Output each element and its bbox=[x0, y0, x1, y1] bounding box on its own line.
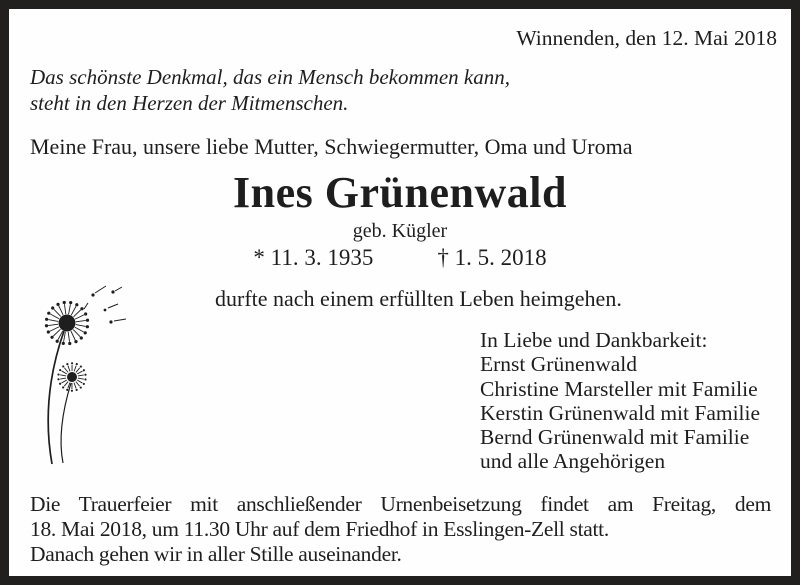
mourner-name: Christine Marsteller mit Familie bbox=[480, 376, 758, 401]
deceased-name: Ines Grünenwald bbox=[233, 168, 567, 217]
relation-line: Meine Frau, unsere liebe Mutter, Schwiegermutter, Oma und Uroma bbox=[30, 134, 633, 159]
funeral-line-2: 18. Mai 2018, um 11.30 Uhr auf dem Friedhof in Esslingen-Zell statt. bbox=[30, 517, 609, 541]
mourner-name: Bernd Grünenwald mit Familie bbox=[480, 425, 750, 450]
birth-date: * 11. 3. 1935 bbox=[253, 245, 374, 270]
maiden-name: geb. Kügler bbox=[352, 220, 448, 242]
mourners-block bbox=[480, 328, 760, 474]
epigraph-line-2: steht in den Herzen der Mitmenschen. bbox=[30, 91, 349, 115]
dandelion-core-large bbox=[59, 315, 76, 332]
epigraph-line-1: Das schönste Denkmal, das ein Mensch bekommen kann, bbox=[30, 65, 510, 89]
mourner-name: Ernst Grünenwald bbox=[480, 352, 638, 377]
farewell-line: durfte nach einem erfüllten Leben heimgehen. bbox=[215, 286, 622, 311]
mourner-name: Kerstin Grünenwald mit Familie bbox=[480, 400, 761, 425]
epigraph bbox=[30, 64, 510, 116]
dandelion-core-small bbox=[67, 372, 77, 382]
life-dates bbox=[9, 245, 791, 271]
funeral-line-3: Danach gehen wir in aller Stille auseinander. bbox=[30, 542, 402, 566]
dateline: Winnenden, den 12. Mai 2018 bbox=[516, 26, 777, 50]
dandelion-stems bbox=[48, 331, 71, 464]
funeral-line-1: Die Trauerfeier mit anschließender Urnenbeisetzung findet am Freitag, dem bbox=[30, 492, 771, 516]
mourner-name: und alle Angehörigen bbox=[480, 449, 666, 474]
death-date: † 1. 5. 2018 bbox=[437, 245, 547, 270]
mourners-heading: In Liebe und Dankbarkeit: bbox=[480, 328, 708, 352]
funeral-info bbox=[30, 492, 771, 567]
flying-seeds bbox=[84, 286, 126, 324]
dandelion-illustration bbox=[18, 283, 148, 478]
